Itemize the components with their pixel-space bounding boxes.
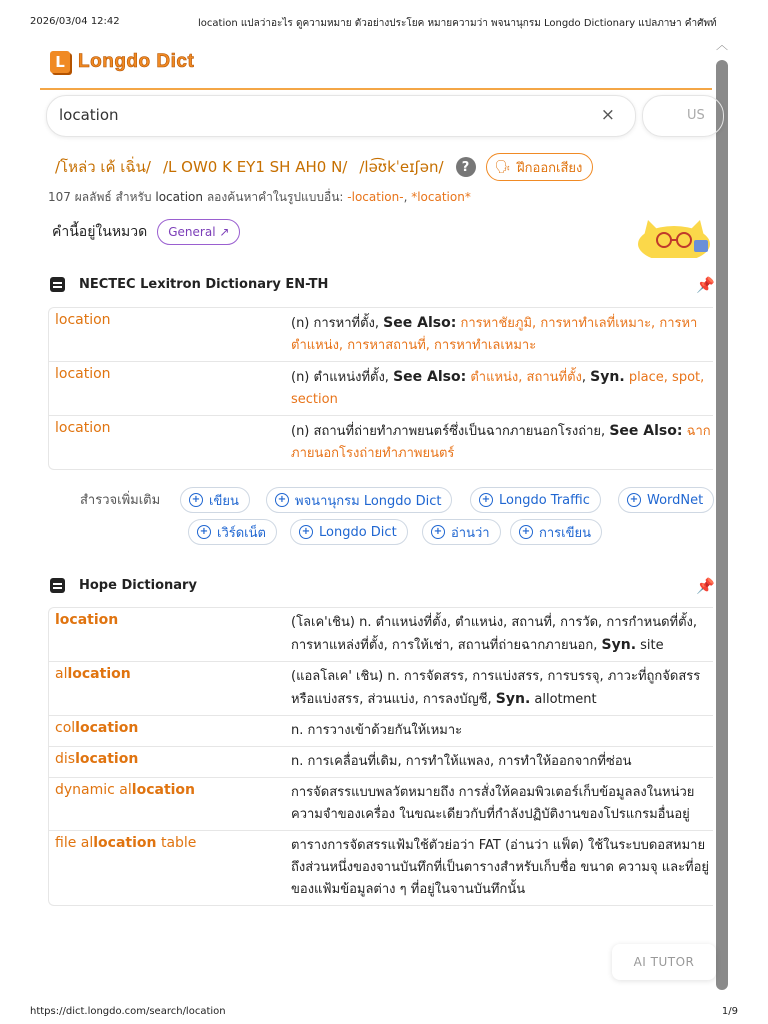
ai-tutor-button[interactable]: AI TUTOR bbox=[612, 944, 716, 980]
pronunciation-ipa: /lə͡ʊkˈeɪʃən/ bbox=[359, 158, 444, 176]
entry-definition bbox=[291, 831, 711, 905]
word-match: location bbox=[67, 666, 131, 682]
category-chip-general[interactable]: General ↗ bbox=[157, 219, 240, 245]
result-count-suffix: ลองค้นหาคำในรูปแบบอื่น: bbox=[206, 190, 344, 204]
search-input[interactable]: location bbox=[59, 106, 119, 124]
definition-text: (n) การหาที่ตั้ง, bbox=[291, 316, 380, 331]
entry-word[interactable]: location bbox=[55, 366, 111, 382]
explore-chip[interactable] bbox=[188, 519, 277, 545]
logo-mark-icon: L bbox=[50, 51, 70, 73]
explore-chip-label: การเขียน bbox=[539, 525, 591, 541]
entry-word[interactable] bbox=[49, 778, 291, 830]
definition-text: n. การเคลื่อนที่เดิม, การทำให้แพลง, การทำให้ออกจากที่ซ่อน bbox=[291, 754, 632, 769]
word-match: location bbox=[55, 612, 119, 628]
entry-definition bbox=[291, 416, 711, 469]
dictionary-icon bbox=[50, 277, 65, 292]
hope-title-text: Hope Dictionary bbox=[79, 577, 197, 593]
entry-word[interactable] bbox=[49, 662, 291, 715]
entry-definition bbox=[291, 608, 711, 661]
explore-chip-label: Longdo Traffic bbox=[499, 492, 590, 508]
plus-circle-icon: + bbox=[627, 493, 641, 507]
plus-circle-icon: + bbox=[197, 525, 211, 539]
table-row bbox=[49, 415, 713, 469]
entry-word[interactable]: location bbox=[55, 312, 111, 328]
table-row bbox=[49, 661, 713, 715]
explore-chip-label: เวิร์ดเน็ต bbox=[217, 525, 266, 541]
explore-chip[interactable] bbox=[618, 487, 714, 513]
explore-chip[interactable] bbox=[510, 519, 602, 545]
dictionary-icon bbox=[50, 578, 65, 593]
clear-icon[interactable]: × bbox=[600, 105, 615, 125]
entry-word[interactable] bbox=[49, 608, 291, 661]
result-count bbox=[48, 188, 471, 207]
result-count-word: location bbox=[155, 190, 203, 204]
category-label: คำนี้อยู่ในหมวด bbox=[52, 224, 148, 240]
longdo-logo[interactable] bbox=[50, 50, 194, 74]
plus-circle-icon: + bbox=[275, 493, 289, 507]
plus-circle-icon: + bbox=[479, 493, 493, 507]
plus-circle-icon: + bbox=[189, 493, 203, 507]
definition-text: (n) ตำแหน่งที่ตั้ง, bbox=[291, 370, 389, 385]
print-url: https://dict.longdo.com/search/location bbox=[30, 1006, 226, 1017]
nectec-table bbox=[48, 307, 713, 470]
word-prefix: dynamic al bbox=[55, 782, 132, 798]
pin-icon[interactable]: 📌 bbox=[696, 577, 715, 595]
explore-chip-label: พจนานุกรม Longdo Dict bbox=[295, 493, 442, 509]
explore-chip-label: อ่านว่า bbox=[451, 525, 490, 541]
pin-icon[interactable]: 📌 bbox=[696, 276, 715, 294]
word-prefix: al bbox=[55, 666, 68, 682]
print-title: location แปลว่าอะไร ดูความหมาย ตัวอย่างประโยค หมายความว่า พจนานุกรม Longdo Dictionary แปลภาษา คำศัพท์ bbox=[198, 18, 717, 29]
nectec-section-title bbox=[50, 274, 328, 294]
practice-pronunciation-button[interactable] bbox=[486, 153, 594, 181]
entry-definition bbox=[291, 747, 711, 777]
see-also-links[interactable]: การหาชัยภูมิ, การหาทำเลที่เหมาะ, การหาตำแหน่ง, การหาสถานที่, การหาทำเลเหมาะ bbox=[291, 316, 698, 353]
word-match: location bbox=[75, 751, 139, 767]
see-also-label: See Also: bbox=[383, 315, 457, 331]
header-divider bbox=[40, 88, 712, 90]
word-prefix: col bbox=[55, 720, 76, 736]
explore-chip[interactable] bbox=[422, 519, 501, 545]
word-match: location bbox=[75, 720, 139, 736]
entry-definition bbox=[291, 778, 711, 830]
practice-label: ฝึกออกเสียง bbox=[517, 160, 583, 176]
word-suffix: table bbox=[156, 835, 197, 851]
entry-definition: (n) ตำแหน่งที่ตั้ง, See Also: ตำแหน่ง, สถานที่ตั้ง, Syn. place, spot, section bbox=[291, 369, 705, 407]
explore-label: สำรวจเพิ่มเติม bbox=[80, 493, 161, 508]
see-also-label: See Also: bbox=[393, 369, 467, 385]
entry-definition bbox=[291, 716, 711, 746]
entry-word[interactable]: location bbox=[55, 420, 111, 436]
explore-chip-label: Longdo Dict bbox=[319, 524, 397, 540]
nectec-title-text: NECTEC Lexitron Dictionary EN-TH bbox=[79, 276, 329, 292]
plus-circle-icon: + bbox=[431, 525, 445, 539]
table-row bbox=[49, 308, 713, 361]
definition-text: (โลเค'เชิน) n. ตำแหน่งที่ตั้ง, ตำแหน่ง, สถานที่, การวัด, การกำหนดที่ตั้ง, การหาแหล่งที่ตั้ง, การให้เช่า, สถานที่ถ่ายฉากภายนอก, bbox=[291, 615, 698, 653]
table-row bbox=[49, 830, 713, 905]
see-also-links[interactable]: ตำแหน่ง, สถานที่ตั้ง bbox=[470, 370, 582, 385]
see-also-label: See Also: bbox=[609, 423, 683, 439]
plus-circle-icon: + bbox=[519, 525, 533, 539]
synonym-text: allotment bbox=[534, 692, 597, 707]
entry-word[interactable] bbox=[49, 831, 291, 905]
language-label: US bbox=[687, 108, 705, 123]
explore-chip[interactable] bbox=[266, 487, 452, 513]
definition-text: ตารางการจัดสรรแฟ้มใช้ตัวย่อว่า FAT (อ่านว่า แฟ็ต) ใช้ในระบบดอสหมายถึงส่วนหนึ่งของจานบันทึกที่เป็นตารางสำหรับเก็บชื่อ ขนาด ความจุ และที่อยู่ของแฟ้มข้อมูลต่าง ๆ ที่อยู่ในจานบันทึกนั้น bbox=[291, 838, 710, 897]
synonym-links[interactable]: place, spot, section bbox=[291, 370, 705, 407]
definition-text: (แอลโลเค' เชิน) n. การจัดสรร, การแบ่งสรร, การบรรจุ, ภาวะที่ถูกจัดสรรหรือแบ่งสรร, ส่วนแบ่ง, การลงบัญชี, bbox=[291, 669, 701, 707]
pronunciation-arpabet: /L OW0 K EY1 SH AH0 N/ bbox=[162, 158, 348, 176]
scroll-up-chevron-icon[interactable]: ︿ bbox=[716, 38, 729, 52]
synonym-label: Syn. bbox=[495, 691, 531, 707]
see-also-links[interactable]: ฉากภายนอกโรงถ่ายทำภาพยนตร์ bbox=[291, 424, 711, 461]
synonym-label: Syn. bbox=[601, 637, 637, 653]
entry-word[interactable] bbox=[49, 716, 291, 746]
word-prefix: file al bbox=[55, 835, 94, 851]
help-icon[interactable]: ? bbox=[456, 157, 476, 177]
table-row bbox=[49, 361, 713, 415]
explore-chip[interactable] bbox=[290, 519, 408, 545]
print-page-number: 1/9 bbox=[721, 1006, 738, 1017]
table-row bbox=[49, 746, 713, 777]
speaking-head-icon: 🗣 bbox=[494, 159, 512, 175]
table-row bbox=[49, 777, 713, 830]
language-button[interactable] bbox=[642, 95, 724, 137]
scrollbar-thumb[interactable] bbox=[716, 60, 728, 990]
pronunciation-row bbox=[55, 154, 593, 180]
explore-chip[interactable] bbox=[180, 487, 250, 513]
synonym-text: site bbox=[640, 638, 664, 653]
alt-search-link-2[interactable]: *location* bbox=[411, 190, 471, 204]
definition-text: การจัดสรรแบบพลวัตหมายถึง การสั่งให้คอมพิวเตอร์เก็บข้อมูลลงในหน่วยความจำของเครื่อง ในขณะเดียวกับที่กำลังปฏิบัติงานของโปรแกรมอื่นอยู่ bbox=[291, 785, 695, 822]
alt-search-separator: , bbox=[403, 190, 408, 204]
table-row bbox=[49, 715, 713, 746]
word-match: location bbox=[131, 782, 196, 798]
result-count-text: 107 ผลลัพธ์ สำหรับ bbox=[48, 190, 152, 204]
explore-chip-label: WordNet bbox=[647, 492, 704, 508]
logo-text: Longdo Dict bbox=[78, 51, 195, 72]
page-scrollbar[interactable] bbox=[716, 38, 729, 990]
entry-word[interactable] bbox=[49, 747, 291, 777]
word-prefix: dis bbox=[55, 751, 76, 767]
definition-text: n. การวางเข้าด้วยกันให้เหมาะ bbox=[291, 723, 463, 738]
mascot-icon bbox=[636, 214, 712, 258]
hope-section-title bbox=[50, 575, 197, 595]
explore-chip-label: เขียน bbox=[209, 493, 239, 509]
search-box[interactable] bbox=[46, 95, 636, 137]
category-row bbox=[52, 218, 240, 246]
word-match: location bbox=[93, 835, 157, 851]
explore-chip[interactable] bbox=[470, 487, 601, 513]
plus-circle-icon: + bbox=[299, 525, 313, 539]
pronunciation-thai: /โหล่ว เค้ เฉิ่น/ bbox=[55, 158, 151, 176]
print-date: 2026/03/04 12:42 bbox=[30, 16, 120, 27]
hope-table bbox=[48, 607, 713, 906]
alt-search-link-1[interactable]: -location- bbox=[347, 190, 404, 204]
entry-definition bbox=[291, 662, 711, 715]
synonym-label: Syn. bbox=[590, 369, 625, 385]
entry-definition bbox=[291, 308, 711, 361]
table-row bbox=[49, 608, 713, 661]
definition-text: (n) สถานที่ถ่ายทำภาพยนตร์ซึ่งเป็นฉากภายนอกโรงถ่าย, bbox=[291, 424, 606, 439]
